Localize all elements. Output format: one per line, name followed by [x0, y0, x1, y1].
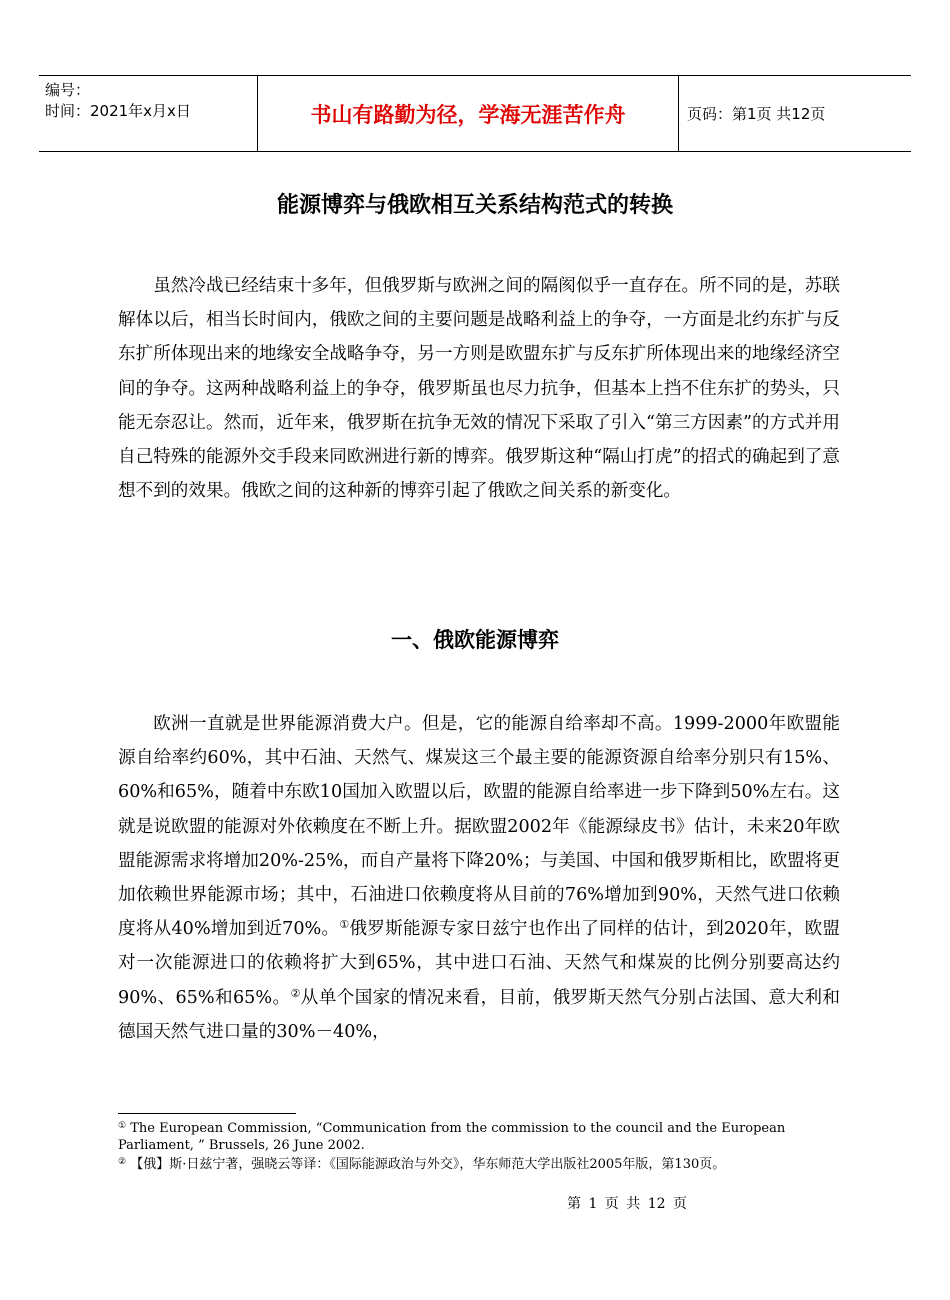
document-number-label: 编号：: [45, 81, 91, 99]
footnote-mark-2: ②: [118, 1157, 127, 1167]
footnote-2: [118, 1157, 840, 1174]
document-title: 能源博弈与俄欧相互关系结构范式的转换: [276, 193, 673, 218]
footnote-ref-2[interactable]: ②: [290, 986, 301, 1000]
header-table: [39, 75, 911, 152]
section-heading: 一、俄欧能源博弈: [391, 628, 559, 652]
intro-paragraph: 虽然冷战已经结束十多年，但俄罗斯与欧洲之间的隔阂似乎一直存在。所不同的是，苏联解体以后，相当长时间内，俄欧之间的主要问题是战略利益上的争夺，一方面是北约东扩与反东扩所体现出来的地缘安全战略争夺，另一方则是欧盟东扩与反东扩所体现出来的地缘经济空间的争夺。这两种战略利益上的争夺，俄罗斯虽也尽力抗争，但基本上挡不住东扩的势头，只能无奈忍让。然而，近年来，俄罗斯在抗争无效的情况下采取了引入“第三方因素”的方式并用自己特殊的能源外交手段来同欧洲进行新的博弈。俄罗斯这种“隔山打虎”的招式的确起到了意想不到的效果。俄欧之间的这种新的博弈引起了俄欧之间关系的新变化。: [118, 276, 840, 502]
paragraph-text-c: 从单个国家的情况来看，目前，俄罗斯天然气分别占法国、意大利和德国天然气进口量的30%－40%，: [118, 987, 840, 1042]
page-footer: 第 1 页 共 12 页: [567, 1196, 687, 1212]
header-page-label: 页码：第1页 共12页: [687, 105, 826, 123]
footnote-ref-1[interactable]: ①: [339, 918, 350, 932]
footnote-1: [118, 1121, 840, 1154]
footnote-mark-1: ①: [118, 1121, 127, 1131]
document-time-label: 时间：2021年x月x日: [45, 102, 191, 120]
section-paragraph: [118, 707, 840, 1049]
header-motto: 书山有路勤为径，学海无涯苦作舟: [257, 76, 679, 151]
paragraph-text-a: 欧洲一直就是世界能源消费大户。但是，它的能源自给率却不高。1999-2000年欧盟能源自给率约60%，其中石油、天然气、煤炭这三个最主要的能源资源自给率分别只有15%、60%和65%，随着中东欧10国加入欧盟以后，欧盟的能源自给率进一步下降到50%左右。这就是说欧盟的能源对外依赖度在不断上升。据欧盟2002年《能源绿皮书》估计，未来20年欧盟能源需求将增加20%-25%，而自产量将下降20%；与美国、中国和俄罗斯相比，欧盟将更加依赖世界能源市场；其中，石油进口依赖度将从目前的76%增加到90%，天然气进口依赖度将从40%增加到近70%。: [118, 714, 840, 940]
footnote-divider: [118, 1113, 296, 1114]
paragraph-text-b: 俄罗斯能源专家日兹宁也作出了同样的估计，到2020年，欧盟对一次能源进口的依赖将扩大到65%，其中进口石油、天然气和煤炭的比例分别要高达约90%、65%和65%。: [118, 919, 840, 1008]
header-meta-cell: [39, 76, 257, 151]
footnote-text-2: 【俄】斯·日兹宁著，强晓云等译：《国际能源政治与外交》，华东师范大学出版社2005年版，第130页。: [130, 1157, 726, 1172]
footnote-text-1: The European Commission, “Communication from the commission to the council and the European Parliament, ” Brussels, 26 June 2002.: [118, 1121, 786, 1153]
